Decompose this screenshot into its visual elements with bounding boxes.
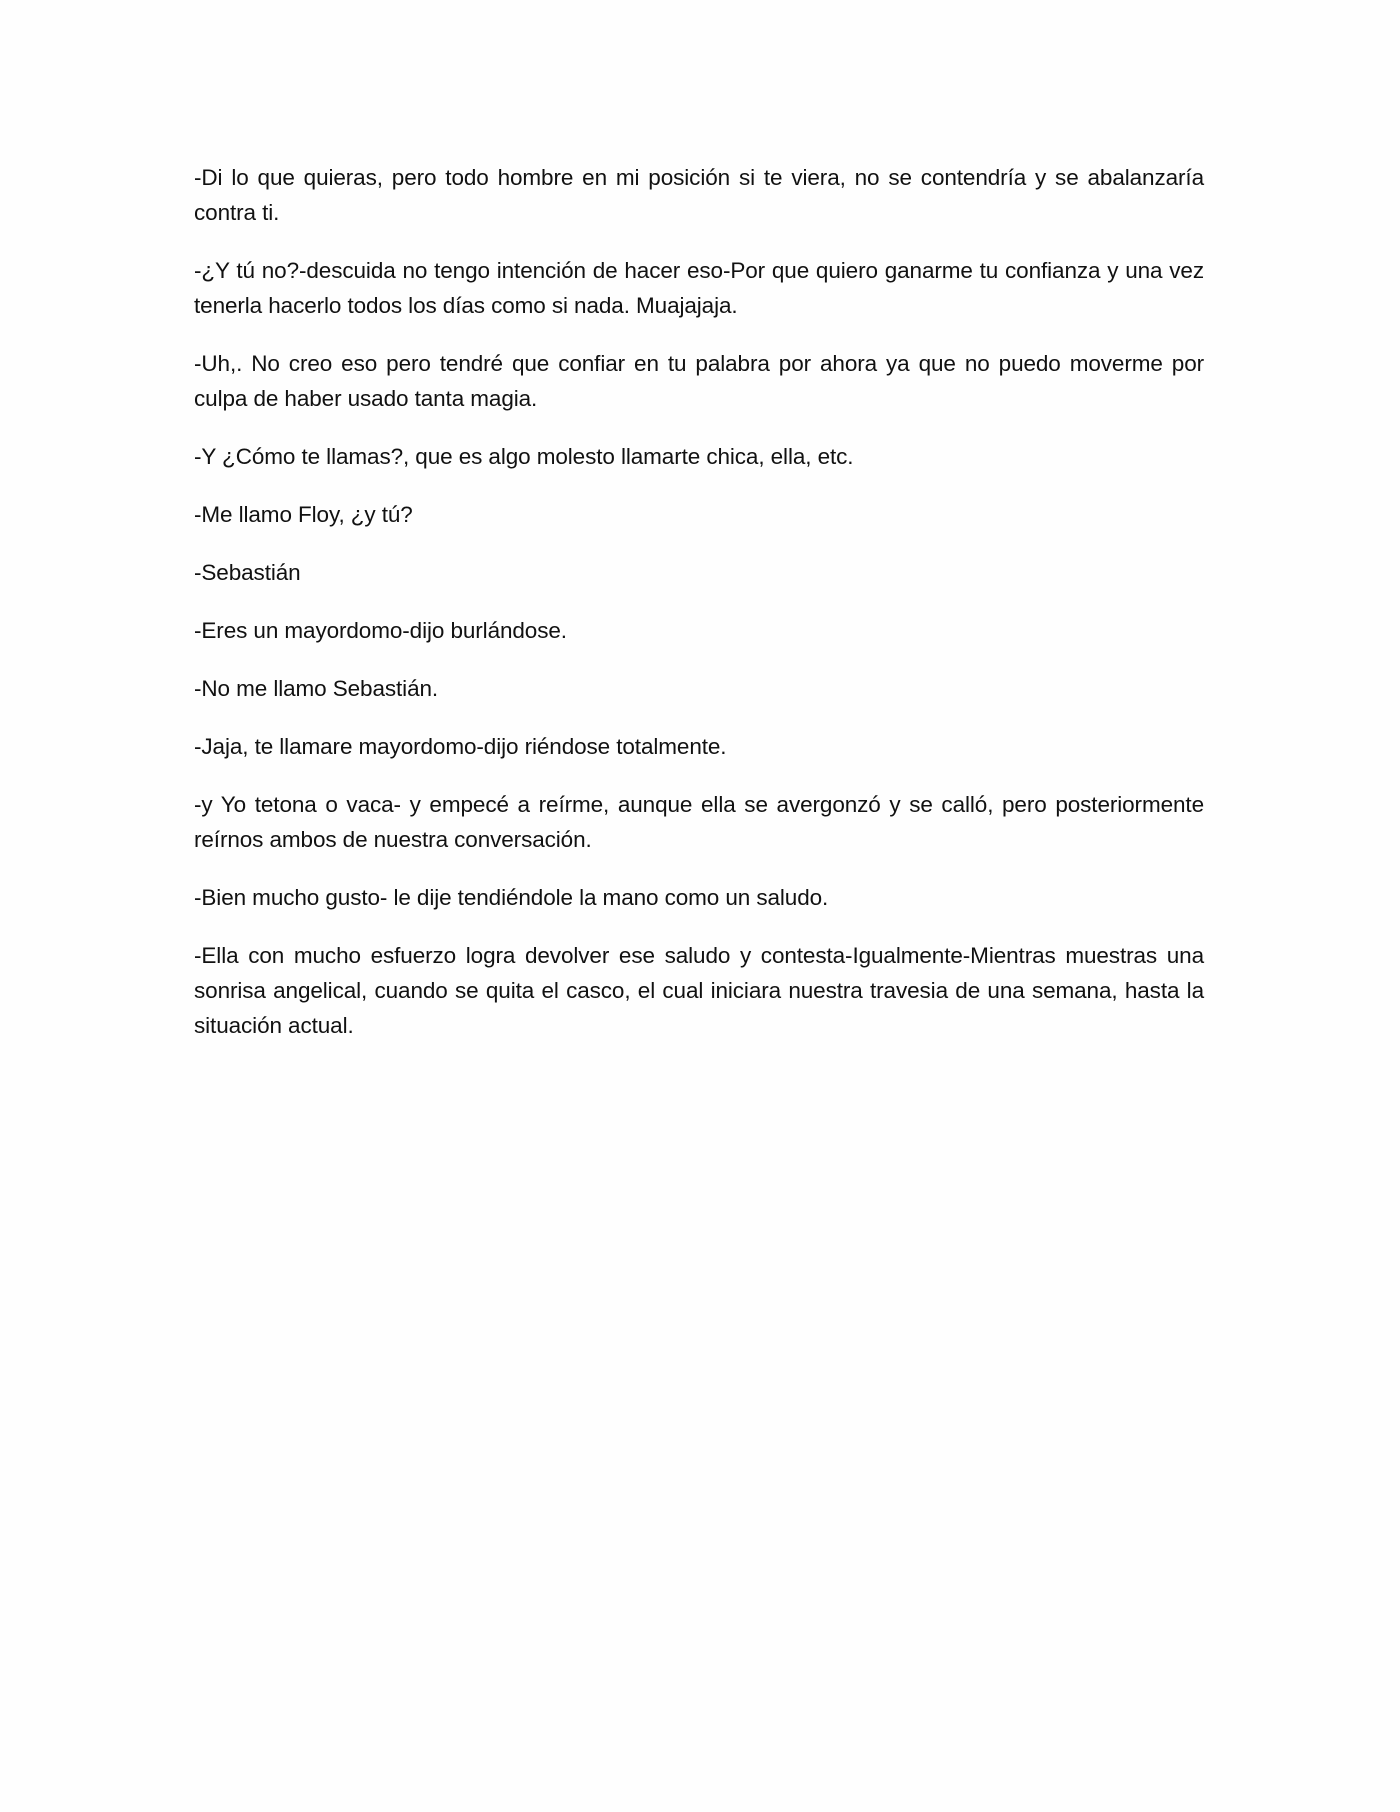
paragraph: -Me llamo Floy, ¿y tú? [194, 502, 413, 527]
paragraph: -Bien mucho gusto- le dije tendiéndole la mano como un saludo. [194, 885, 829, 910]
body-text [194, 160, 1204, 1066]
paragraph: -Y ¿Cómo te llamas?, que es algo molesto llamarte chica, ella, etc. [194, 444, 854, 469]
paragraph: -Uh,. No creo eso pero tendré que confiar en tu palabra por ahora ya que no puedo moverme por culpa de haber usado tanta magia. [194, 351, 1204, 411]
paragraph: -Ella con mucho esfuerzo logra devolver ese saludo y contesta-Igualmente-Mientras muestras una sonrisa angelical, cuando se quita el casco, el cual iniciara nuestra travesia de una semana, hasta la situación actual. [194, 943, 1204, 1038]
paragraph: -Jaja, te llamare mayordomo-dijo riéndose totalmente. [194, 734, 727, 759]
paragraph: -Sebastián [194, 560, 301, 585]
paragraph: -¿Y tú no?-descuida no tengo intención de hacer eso-Por que quiero ganarme tu confianza y una vez tenerla hacerlo todos los días como si nada. Muajajaja. [194, 258, 1204, 318]
paragraph: -y Yo tetona o vaca- y empecé a reírme, aunque ella se avergonzó y se calló, pero posteriormente reírnos ambos de nuestra conversación. [194, 792, 1204, 852]
paragraph: -Di lo que quieras, pero todo hombre en mi posición si te viera, no se contendría y se abalanzaría contra ti. [194, 165, 1204, 225]
paragraph: -Eres un mayordomo-dijo burlándose. [194, 618, 567, 643]
paragraph: -No me llamo Sebastián. [194, 676, 439, 701]
